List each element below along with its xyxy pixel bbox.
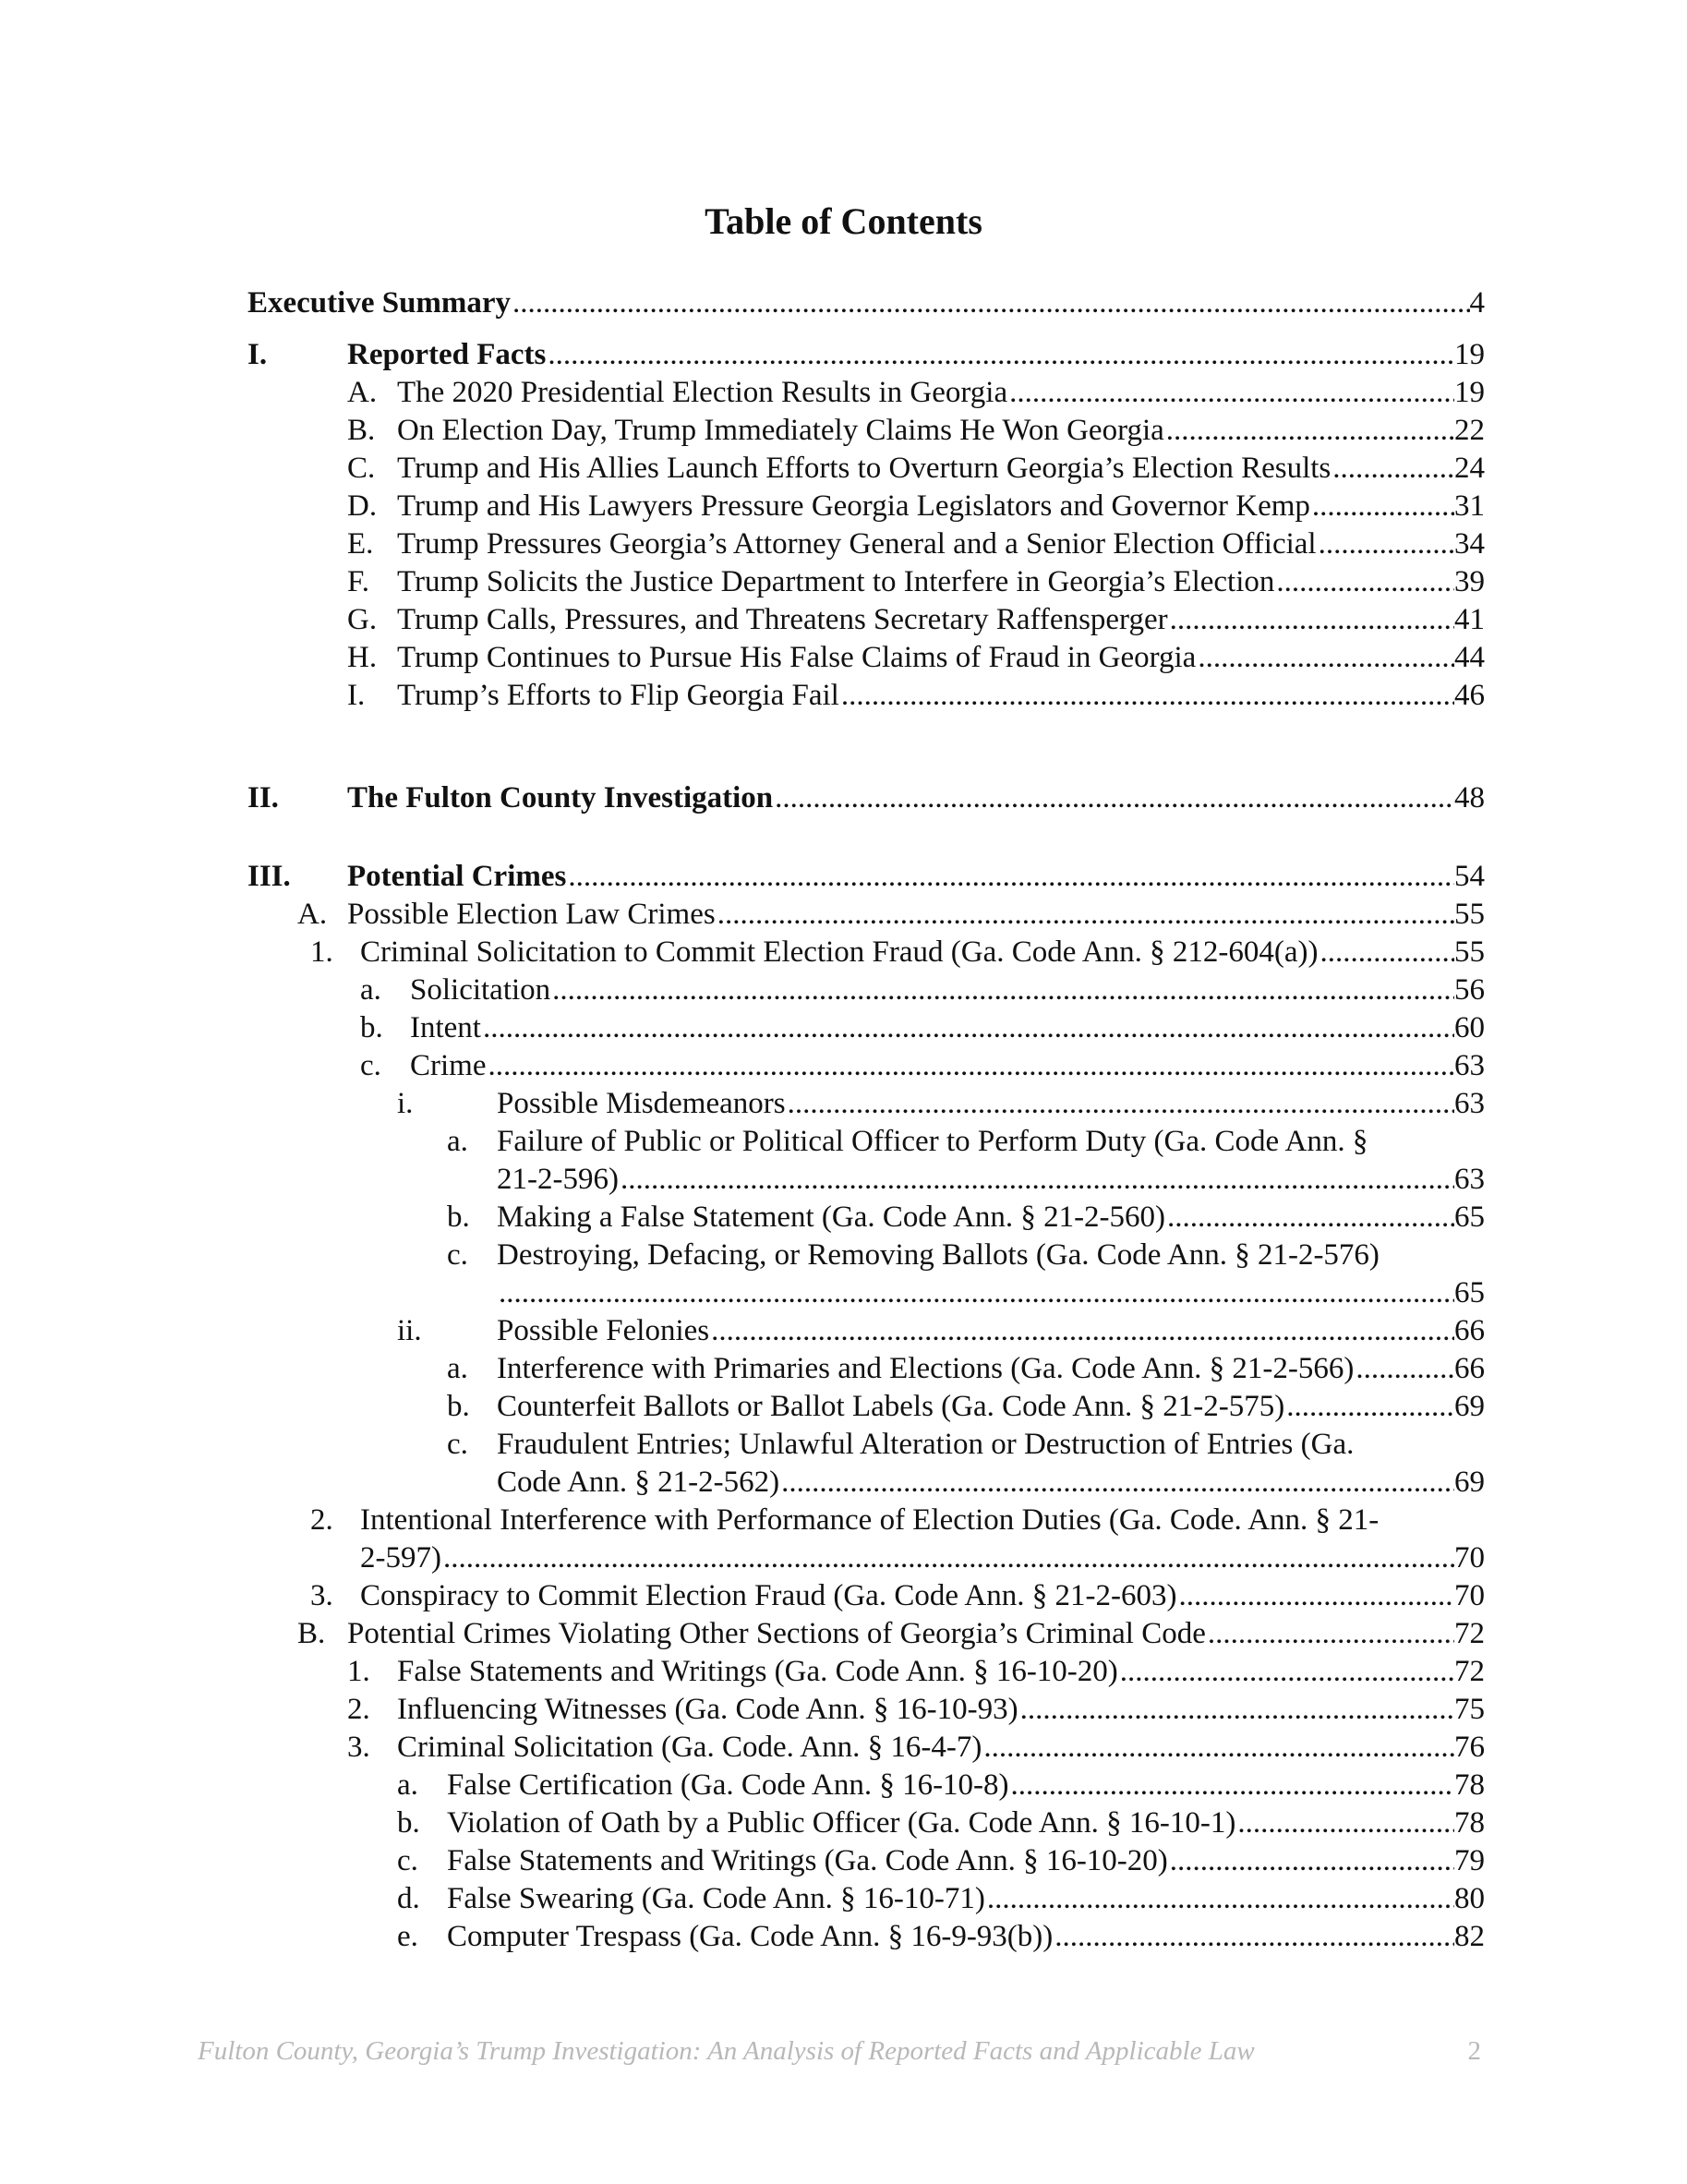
toc-entry-page: 78	[1454, 1768, 1485, 1802]
toc-entry-page: 80	[1454, 1882, 1485, 1915]
toc-entry-title: Potential Crimes	[347, 860, 567, 893]
toc-entry-page: 78	[1454, 1806, 1485, 1840]
toc-entry	[0, 1917, 1687, 1956]
toc-entry-title: Trump Pressures Georgia’s Attorney General and a Senior Election Official	[397, 527, 1317, 561]
toc-entry-page: 4	[1469, 286, 1485, 320]
toc-entry	[0, 895, 1687, 934]
toc-entry-number: G.	[347, 603, 378, 636]
toc-entry	[0, 1576, 1687, 1615]
toc-entry	[0, 933, 1687, 971]
toc-entry	[0, 411, 1687, 450]
toc-entry-title: Trump’s Efforts to Flip Georgia Fail	[397, 679, 839, 712]
toc-entry-title: 2-597)	[360, 1541, 441, 1575]
toc-dot-leader	[1356, 1349, 1454, 1388]
toc-entry	[0, 638, 1687, 677]
toc-entry	[0, 1046, 1687, 1085]
toc-entry	[0, 1879, 1687, 1918]
toc-dot-leader	[483, 1008, 1454, 1047]
toc-entry-page: 75	[1454, 1693, 1485, 1726]
toc-entry-number: II.	[247, 781, 279, 814]
toc-entry-page: 69	[1454, 1466, 1485, 1499]
toc-entry	[0, 335, 1687, 374]
toc-entry-title: Reported Facts	[347, 338, 547, 371]
toc-entry-number: 3.	[347, 1731, 370, 1764]
toc-entry-page: 56	[1454, 973, 1485, 1007]
toc-dot-leader	[987, 1879, 1454, 1918]
toc-entry-number: A.	[347, 376, 378, 409]
toc-entry	[0, 1387, 1687, 1426]
toc-entry-number: III.	[247, 860, 291, 893]
toc-entry-title: Criminal Solicitation (Ga. Code. Ann. § 16-4-7)	[397, 1731, 982, 1764]
toc-entry-title: Trump Calls, Pressures, and Threatens Secretary Raffensperger	[397, 603, 1168, 636]
toc-dot-leader	[1120, 1652, 1454, 1691]
toc-entry	[0, 1084, 1687, 1123]
toc-entry-page: 41	[1454, 603, 1485, 636]
toc-dot-leader	[1178, 1576, 1454, 1615]
toc-entry	[0, 1463, 1687, 1502]
toc-entry-number: E.	[347, 527, 374, 561]
toc-entry	[0, 1349, 1687, 1388]
toc-dot-leader	[775, 778, 1454, 817]
toc-entry-page: 55	[1454, 935, 1485, 969]
toc-dot-leader	[1020, 1690, 1454, 1729]
toc-entry-title: Potential Crimes Violating Other Sections of Georgia’s Criminal Code	[347, 1617, 1206, 1650]
toc-entry-page: 63	[1454, 1049, 1485, 1082]
toc-entry-number: a.	[447, 1352, 468, 1385]
page-title: Table of Contents	[705, 200, 982, 242]
toc-entry	[0, 1236, 1687, 1274]
toc-entry	[0, 676, 1687, 715]
toc-dot-leader	[1170, 1841, 1454, 1880]
toc-entry	[0, 1614, 1687, 1653]
toc-dot-leader	[1276, 562, 1454, 601]
toc-dot-leader	[1170, 600, 1454, 639]
toc-dot-leader	[1009, 373, 1454, 412]
toc-dot-leader	[1237, 1804, 1454, 1842]
toc-entry	[0, 1804, 1687, 1842]
toc-entry	[0, 1728, 1687, 1767]
toc-entry-page: 24	[1454, 452, 1485, 485]
toc-entry	[0, 1652, 1687, 1691]
toc-entry-page: 66	[1454, 1314, 1485, 1347]
toc-entry-page: 76	[1454, 1731, 1485, 1764]
toc-entry	[0, 778, 1687, 817]
toc-entry-page: 63	[1454, 1163, 1485, 1196]
toc-entry-page: 72	[1454, 1655, 1485, 1688]
toc-dot-leader	[443, 1538, 1454, 1577]
toc-entry-title: Intentional Interference with Performance of Election Duties (Ga. Code. Ann. § 21-	[360, 1503, 1380, 1537]
toc-entry-title: On Election Day, Trump Immediately Claims He Won Georgia	[397, 414, 1164, 447]
toc-entry-title: Intent	[410, 1011, 481, 1044]
toc-dot-leader	[1208, 1614, 1454, 1653]
toc-entry-page: 31	[1454, 489, 1485, 523]
toc-entry-title: Fraudulent Entries; Unlawful Alteration or Destruction of Entries (Ga.	[497, 1428, 1355, 1461]
toc-entry-title: Conspiracy to Commit Election Fraud (Ga. Code Ann. § 21-2-603)	[360, 1579, 1177, 1612]
toc-entry	[0, 284, 1687, 322]
toc-dot-leader	[1332, 449, 1454, 488]
toc-entry-page: 60	[1454, 1011, 1485, 1044]
toc-entry-number: c.	[360, 1049, 381, 1082]
toc-entry	[0, 1311, 1687, 1350]
toc-entry-number: e.	[397, 1920, 418, 1953]
toc-entry-page: 79	[1454, 1844, 1485, 1877]
toc-entry	[0, 562, 1687, 601]
toc-entry-title: Destroying, Defacing, or Removing Ballots (Ga. Code Ann. § 21-2-576)	[497, 1238, 1380, 1272]
toc-entry-number: b.	[360, 1011, 383, 1044]
toc-entry-number: b.	[447, 1390, 470, 1423]
toc-entry-title: The Fulton County Investigation	[347, 781, 774, 814]
toc-entry-page: 44	[1454, 641, 1485, 674]
toc-dot-leader	[1286, 1387, 1454, 1426]
toc-dot-leader	[1054, 1917, 1454, 1956]
toc-entry-number: C.	[347, 452, 376, 485]
toc-entry	[0, 1690, 1687, 1729]
toc-entry-page: 19	[1454, 338, 1485, 371]
toc-dot-leader	[788, 1084, 1454, 1123]
toc-entry-page: 54	[1454, 860, 1485, 893]
toc-entry	[0, 525, 1687, 563]
toc-entry-number: 1.	[310, 935, 333, 969]
toc-entry-title: Trump Solicits the Justice Department to Interfere in Georgia’s Election	[397, 565, 1275, 598]
toc-entry-title: False Swearing (Ga. Code Ann. § 16-10-71)	[447, 1882, 985, 1915]
toc-entry-title: Possible Felonies	[497, 1314, 710, 1347]
toc-entry	[0, 1008, 1687, 1047]
toc-entry-number: c.	[447, 1428, 468, 1461]
toc-entry-page: 69	[1454, 1390, 1485, 1423]
toc-entry-page: 34	[1454, 527, 1485, 561]
toc-entry-number: 2.	[347, 1693, 370, 1726]
toc-entry-number: a.	[447, 1125, 468, 1158]
toc-entry-page: 19	[1454, 376, 1485, 409]
toc-entry-number: H.	[347, 641, 378, 674]
toc-entry-title: Failure of Public or Political Officer to Perform Duty (Ga. Code Ann. §	[497, 1125, 1368, 1158]
toc-dot-leader	[552, 971, 1454, 1009]
toc-entry-page: 65	[1454, 1276, 1485, 1309]
toc-entry-title: 21-2-596)	[497, 1163, 619, 1196]
toc-entry	[0, 857, 1687, 896]
toc-dot-leader	[1312, 487, 1454, 525]
toc-dot-leader	[1166, 411, 1454, 450]
toc-entry-number: 3.	[310, 1579, 333, 1612]
toc-entry-number: F.	[347, 565, 369, 598]
footer-title: Fulton County, Georgia’s Trump Investigation: An Analysis of Reported Facts and Applicable Law	[198, 2036, 1255, 2066]
toc-dot-leader	[711, 1311, 1454, 1350]
toc-entry	[0, 1425, 1687, 1464]
toc-entry-title: Interference with Primaries and Elections (Ga. Code Ann. § 21-2-566)	[497, 1352, 1355, 1385]
toc-entry-number: b.	[447, 1201, 470, 1234]
toc-entry	[0, 373, 1687, 412]
page-footer	[198, 2036, 1481, 2073]
toc-entry-number: 2.	[310, 1503, 333, 1537]
toc-entry	[0, 600, 1687, 639]
toc-entry-page: 22	[1454, 414, 1485, 447]
toc-entry	[0, 449, 1687, 488]
toc-dot-leader	[1167, 1198, 1454, 1237]
toc-dot-leader	[1198, 638, 1454, 677]
toc-entry-number: c.	[397, 1844, 418, 1877]
toc-entry-number: 1.	[347, 1655, 370, 1688]
toc-entry	[0, 1198, 1687, 1237]
toc-entry-page: 65	[1454, 1201, 1485, 1234]
toc-entry	[0, 487, 1687, 525]
toc-entry-title: Trump and His Allies Launch Efforts to Overturn Georgia’s Election Results	[397, 452, 1332, 485]
toc-entry-title: Trump and His Lawyers Pressure Georgia Legislators and Governor Kemp	[397, 489, 1310, 523]
toc-dot-leader	[1011, 1766, 1454, 1804]
toc-entry-title: False Certification (Ga. Code Ann. § 16-10-8)	[447, 1768, 1009, 1802]
toc-entry-title: Making a False Statement (Ga. Code Ann. § 21-2-560)	[497, 1201, 1166, 1234]
toc-entry-title: Executive Summary	[247, 286, 512, 320]
footer-page-number: 2	[1467, 2036, 1481, 2066]
toc-entry-number: B.	[347, 414, 376, 447]
toc-entry-page: 66	[1454, 1352, 1485, 1385]
toc-entry	[0, 971, 1687, 1009]
toc-entry-number: c.	[447, 1238, 468, 1272]
toc-entry-page: 72	[1454, 1617, 1485, 1650]
toc-dot-leader	[1319, 525, 1454, 563]
toc-dot-leader	[512, 284, 1469, 322]
toc-entry	[0, 1160, 1687, 1199]
toc-entry	[0, 1538, 1687, 1577]
toc-entry-number: ii.	[397, 1314, 422, 1347]
toc-entry-number: a.	[397, 1768, 418, 1802]
toc-entry-number: b.	[397, 1806, 420, 1840]
toc-entry-title: Computer Trespass (Ga. Code Ann. § 16-9-93(b))	[447, 1920, 1054, 1953]
toc-entry	[0, 1766, 1687, 1804]
toc-dot-leader	[621, 1160, 1454, 1199]
toc-entry-title: Violation of Oath by a Public Officer (Ga. Code Ann. § 16-10-1)	[447, 1806, 1236, 1840]
toc-dot-leader	[841, 676, 1454, 715]
toc-entry-title: Counterfeit Ballots or Ballot Labels (Ga. Code Ann. § 21-2-575)	[497, 1390, 1285, 1423]
toc-entry	[0, 1501, 1687, 1539]
toc-entry-page: 48	[1454, 781, 1485, 814]
toc-entry-number: B.	[297, 1617, 326, 1650]
toc-entry-number: D.	[347, 489, 378, 523]
toc-entry-page: 63	[1454, 1087, 1485, 1120]
toc-entry	[0, 1122, 1687, 1161]
toc-entry-number: i.	[397, 1087, 414, 1120]
toc-entry-page: 70	[1454, 1541, 1485, 1575]
toc-entry-title: The 2020 Presidential Election Results in Georgia	[397, 376, 1008, 409]
toc-entry-title: Criminal Solicitation to Commit Election Fraud (Ga. Code Ann. § 212-604(a))	[360, 935, 1319, 969]
toc-dot-leader	[983, 1728, 1454, 1767]
toc-dot-leader	[548, 335, 1454, 374]
toc-entry-number: a.	[360, 973, 381, 1007]
toc-entry-title: Crime	[410, 1049, 487, 1082]
toc-entry-page: 82	[1454, 1920, 1485, 1953]
toc-entry-title: Possible Misdemeanors	[497, 1087, 786, 1120]
toc-dot-leader	[568, 857, 1454, 896]
toc-entry-number: I.	[247, 338, 268, 371]
toc-dot-leader	[499, 1273, 1454, 1312]
toc-dot-leader	[781, 1463, 1454, 1502]
toc-entry-title: Code Ann. § 21-2-562)	[497, 1466, 780, 1499]
toc-entry-title: Solicitation	[410, 973, 551, 1007]
toc-entry	[0, 1841, 1687, 1880]
toc-dot-leader	[1320, 933, 1454, 971]
toc-entry-number: A.	[297, 898, 328, 931]
toc-entry-number: I.	[347, 679, 366, 712]
toc-entry	[0, 1273, 1687, 1312]
toc-entry-page: 39	[1454, 565, 1485, 598]
toc-entry-title: False Statements and Writings (Ga. Code Ann. § 16-10-20)	[397, 1655, 1118, 1688]
toc-entry-title: Possible Election Law Crimes	[347, 898, 716, 931]
toc-entry-title: Influencing Witnesses (Ga. Code Ann. § 16-10-93)	[397, 1693, 1018, 1726]
toc-dot-leader	[717, 895, 1454, 934]
toc-entry-page: 55	[1454, 898, 1485, 931]
toc-entry-page: 46	[1454, 679, 1485, 712]
toc-entry-title: False Statements and Writings (Ga. Code Ann. § 16-10-20)	[447, 1844, 1168, 1877]
toc-entry-title: Trump Continues to Pursue His False Claims of Fraud in Georgia	[397, 641, 1197, 674]
toc-entry-page: 70	[1454, 1579, 1485, 1612]
toc-entry-number: d.	[397, 1882, 420, 1915]
toc-dot-leader	[488, 1046, 1454, 1085]
